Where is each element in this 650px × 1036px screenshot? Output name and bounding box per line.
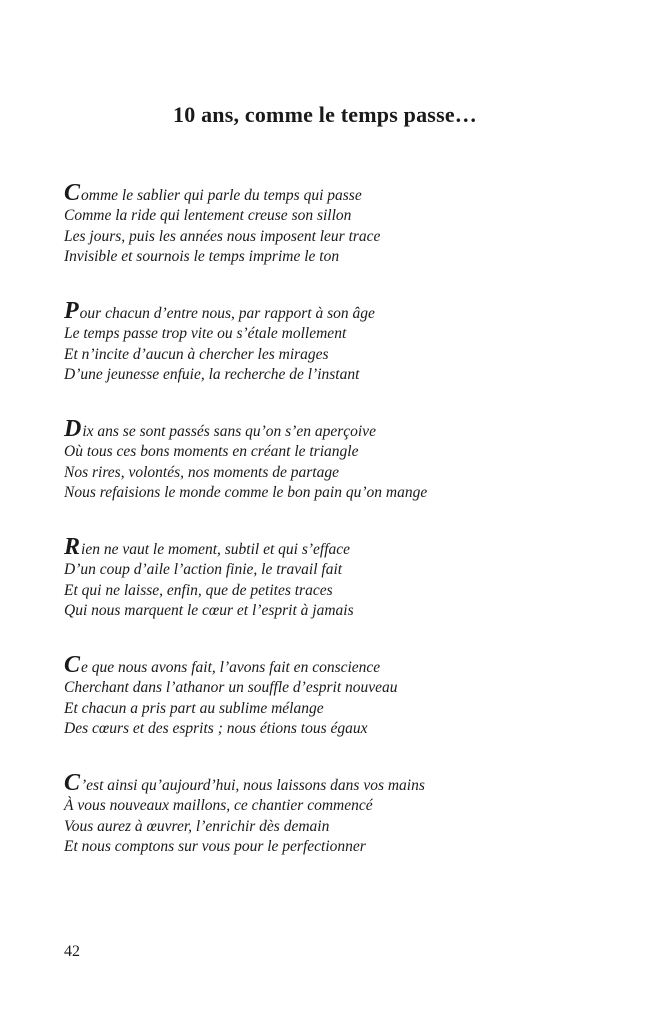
line-text: e que nous avons fait, l’avons fait en conscience xyxy=(81,659,381,676)
stanza-line: Nous refaisions le monde comme le bon pain qu’on mange xyxy=(64,484,428,502)
stanza-6 xyxy=(64,770,624,858)
line-text: ix ans se sont passés sans qu’on s’en aperçoive xyxy=(82,423,376,440)
stanza-line: Et n’incite d’aucun à chercher les mirages xyxy=(64,345,329,363)
stanza-5 xyxy=(64,652,624,740)
drop-cap: C xyxy=(64,180,81,206)
stanza-line: Comme la ride qui lentement creuse son sillon xyxy=(64,207,352,225)
line-text: our chacun d’entre nous, par rapport à son âge xyxy=(79,305,375,322)
drop-cap: R xyxy=(64,534,81,560)
stanza-first-line xyxy=(64,652,624,678)
drop-cap: C xyxy=(64,770,81,796)
stanza-line: Les jours, puis les années nous imposent leur trace xyxy=(64,227,381,245)
stanza-line: Vous aurez à œuvrer, l’enrichir dès demain xyxy=(64,817,330,835)
line-text: ien ne vaut le moment, subtil et qui s’efface xyxy=(81,541,351,558)
stanza-line: Des cœurs et des esprits ; nous étions tous égaux xyxy=(64,720,368,738)
stanza-2 xyxy=(64,298,624,386)
poem-title: 10 ans, comme le temps passe… xyxy=(173,102,477,127)
stanza-line: Cherchant dans l’athanor un souffle d’esprit nouveau xyxy=(64,679,398,697)
stanza-1 xyxy=(64,180,624,268)
line-text: ’est ainsi qu’aujourd’hui, nous laissons dans vos mains xyxy=(81,777,425,794)
stanza-first-line xyxy=(64,298,624,324)
stanza-line: Où tous ces bons moments en créant le triangle xyxy=(64,443,359,461)
stanza-first-line xyxy=(64,534,624,560)
stanza-line: Qui nous marquent le cœur et l’esprit à jamais xyxy=(64,602,354,620)
stanza-line: Et nous comptons sur vous pour le perfectionner xyxy=(64,838,366,856)
line-text: omme le sablier qui parle du temps qui passe xyxy=(81,187,362,204)
stanza-line: Le temps passe trop vite ou s’étale mollement xyxy=(64,325,347,343)
drop-cap: C xyxy=(64,652,81,678)
stanza-first-line xyxy=(64,180,624,206)
stanza-first-line xyxy=(64,770,624,796)
stanza-line: Et qui ne laisse, enfin, que de petites traces xyxy=(64,581,333,599)
stanza-4 xyxy=(64,534,624,622)
stanza-first-line xyxy=(64,416,624,442)
stanza-3 xyxy=(64,416,624,504)
stanza-line: À vous nouveaux maillons, ce chantier commencé xyxy=(64,797,373,815)
stanza-line: Invisible et sournois le temps imprime le ton xyxy=(64,248,340,266)
drop-cap: D xyxy=(64,416,82,442)
stanza-line: D’un coup d’aile l’action finie, le travail fait xyxy=(64,561,343,579)
stanza-line: D’une jeunesse enfuie, la recherche de l’instant xyxy=(64,366,360,384)
page-number: 42 xyxy=(64,943,80,960)
stanza-line: Et chacun a pris part au sublime mélange xyxy=(64,699,324,717)
drop-cap: P xyxy=(64,298,79,324)
stanza-line: Nos rires, volontés, nos moments de partage xyxy=(64,463,339,481)
